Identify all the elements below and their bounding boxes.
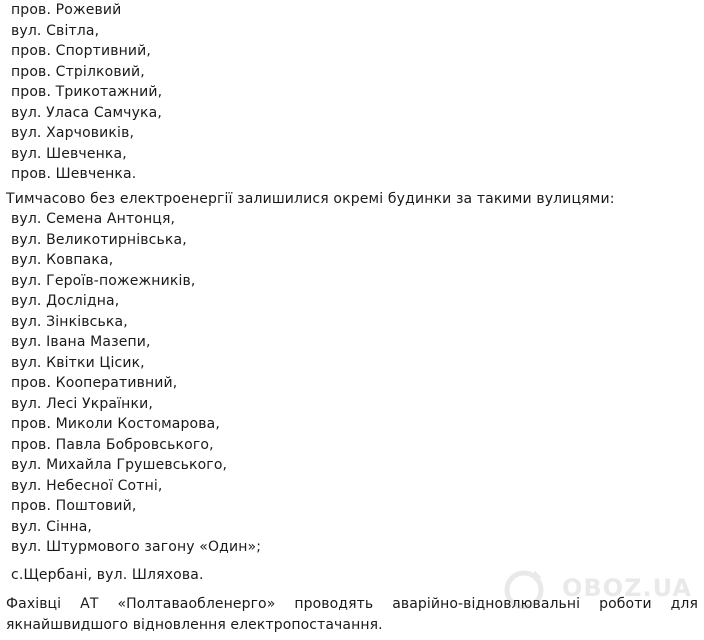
street-item: вул. Світла, xyxy=(11,22,100,39)
street-item: пров. Миколи Костомарова, xyxy=(11,416,220,432)
street-item: вул. Дослідна, xyxy=(11,293,120,309)
street-item: пров. Павла Бобровського, xyxy=(11,436,214,453)
street-item: вул. Лесі Українки, xyxy=(11,395,153,412)
street-item: вул. Івана Мазепи, xyxy=(11,334,151,350)
street-item: пров. Стрілковий, xyxy=(11,63,145,80)
intro-paragraph: Тимчасово без електроенергії залишилися окремі будинки за такими вулицями: xyxy=(6,190,615,207)
street-item: вул. Великотирнівська, xyxy=(11,231,187,248)
street-item: пров. Спортивний, xyxy=(11,43,151,59)
street-item: пров. Поштовий, xyxy=(11,498,137,514)
street-item: пров. Трикотажний, xyxy=(11,84,163,100)
street-item: вул. Героїв-пожежників, xyxy=(11,272,196,289)
street-item: вул. Михайла Грушевського, xyxy=(11,457,228,473)
street-item: вул. Семена Антонця, xyxy=(11,211,176,227)
street-item: пров. Кооперативний, xyxy=(11,375,178,391)
street-list-partial xyxy=(0,209,704,558)
street-item: вул. Сінна, xyxy=(11,518,93,535)
street-item: вул. Шевченка, xyxy=(11,145,127,162)
footer-paragraph: Фахівці АТ «Полтаваобленерго» проводять аварійно-відновлювальні роботи для якнайшвидшого відновлення електропостачання. xyxy=(6,596,698,633)
street-item: вул. Харчовиків, xyxy=(11,125,135,141)
street-item: вул. Квітки Цісик, xyxy=(11,354,145,371)
street-item: вул. Ковпака, xyxy=(11,252,114,268)
watermark-text: OBOZ.UA xyxy=(562,574,692,602)
street-list-top xyxy=(0,0,704,185)
street-item: вул. Небесної Сотні, xyxy=(11,477,163,494)
street-item: вул. Штурмового загону «Один»; xyxy=(11,539,262,555)
street-item: вул. Уласа Самчука, xyxy=(11,104,162,121)
street-item: пров. Рожевий xyxy=(11,2,122,18)
street-item: вул. Зінківська, xyxy=(11,313,128,330)
village-line: с.Щербані, вул. Шляхова. xyxy=(11,566,204,583)
street-item: пров. Шевченка. xyxy=(11,166,137,182)
